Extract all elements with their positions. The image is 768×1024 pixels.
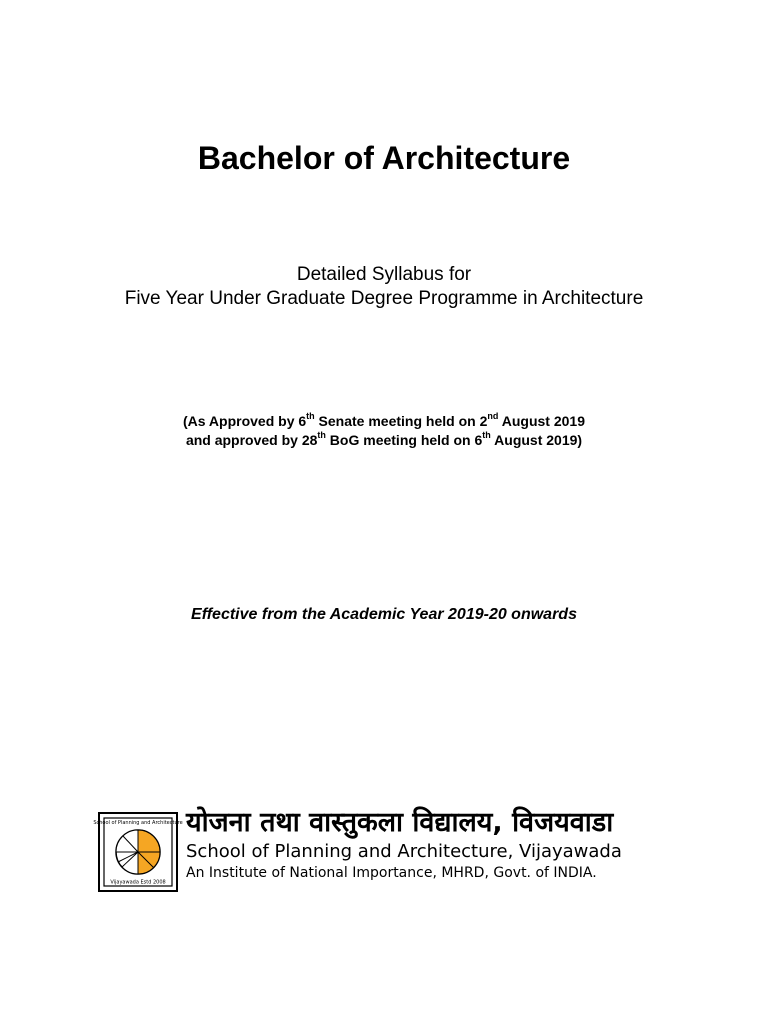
document-subtitle bbox=[0, 263, 768, 311]
effective-note: Effective from the Academic Year 2019-20 onwards bbox=[191, 606, 577, 623]
logo-emblem-icon bbox=[93, 812, 183, 892]
approval-line-2: and approved by 28th BoG meeting held on 6th August 2019) bbox=[185, 430, 583, 448]
institute-tagline: An Institute of National Importance, MHRD, Govt. of INDIA. bbox=[186, 865, 597, 881]
approval-note bbox=[0, 412, 768, 450]
document-title: Bachelor of Architecture bbox=[197, 140, 571, 176]
institute-footer bbox=[93, 806, 678, 896]
institute-name-english: School of Planning and Architecture, Vijayawada bbox=[186, 841, 622, 862]
logo-text-top: School of Planning and Architecture bbox=[93, 820, 183, 826]
logo-text-bottom: Vijayawada Estd 2008 bbox=[110, 879, 166, 886]
institute-name-hindi: योजना तथा वास्तुकला विद्यालय, विजयवाडा bbox=[186, 807, 614, 838]
subtitle-line-1: Detailed Syllabus for bbox=[296, 264, 472, 285]
subtitle-line-2: Five Year Under Graduate Degree Programme in Architecture bbox=[124, 288, 644, 309]
institute-logo bbox=[93, 812, 183, 892]
approval-line-1: (As Approved by 6th Senate meeting held on 2nd August 2019 bbox=[183, 411, 585, 429]
institute-text bbox=[186, 806, 686, 883]
